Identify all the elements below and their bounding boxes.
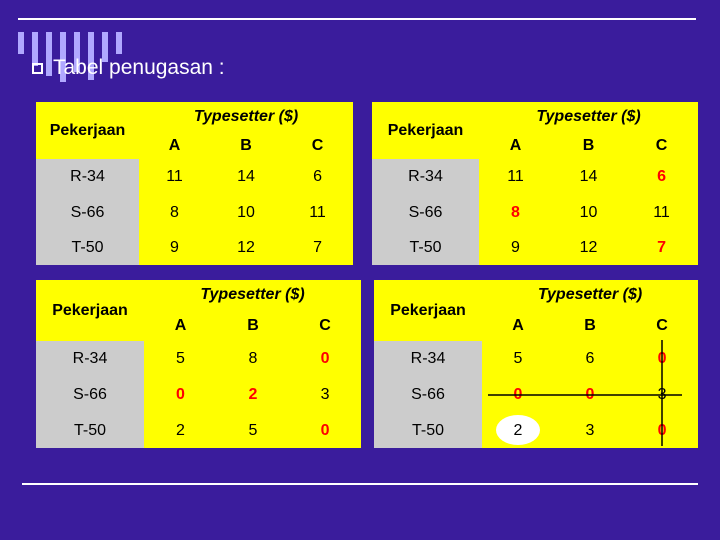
- row-label: T-50: [374, 413, 482, 448]
- col-header: C: [625, 132, 698, 159]
- cell-highlighted: 0: [289, 341, 361, 377]
- cell-crossed: 0: [482, 377, 554, 413]
- cell: 14: [552, 159, 625, 195]
- title-text: Tabel penugasan :: [53, 56, 225, 79]
- row-label: S-66: [374, 377, 482, 413]
- cell: 10: [210, 195, 282, 230]
- row-label: R-34: [374, 341, 482, 377]
- cell: 9: [479, 230, 552, 265]
- table-row: [36, 159, 353, 195]
- col-header: A: [139, 132, 210, 159]
- cell: 7: [282, 230, 353, 265]
- table-row: [36, 377, 361, 413]
- assignment-table-2: [372, 102, 698, 265]
- col-header: B: [210, 132, 282, 159]
- assignment-table-1: [36, 102, 353, 265]
- row-label: S-66: [36, 195, 139, 230]
- row-header: Pekerjaan: [372, 102, 479, 159]
- cell: 8: [217, 341, 289, 377]
- cell: 10: [552, 195, 625, 230]
- cell: 8: [139, 195, 210, 230]
- row-header: Pekerjaan: [36, 280, 144, 341]
- cell: 6: [554, 341, 626, 377]
- row-label: T-50: [36, 230, 139, 265]
- assignment-table-3: [36, 280, 361, 448]
- col-header: B: [554, 310, 626, 341]
- cell: 11: [139, 159, 210, 195]
- row-label: R-34: [372, 159, 479, 195]
- table-row: [36, 195, 353, 230]
- table-row: [36, 341, 361, 377]
- cell: 3: [554, 413, 626, 448]
- bottom-rule: [22, 483, 698, 485]
- row-label: S-66: [36, 377, 144, 413]
- table-row: [372, 195, 698, 230]
- cell-highlighted: 0: [144, 377, 217, 413]
- group-header: Typesetter ($): [144, 280, 361, 310]
- col-header: C: [282, 132, 353, 159]
- row-label: T-50: [372, 230, 479, 265]
- cell: 14: [210, 159, 282, 195]
- col-header: A: [479, 132, 552, 159]
- cell-crossed: 0: [626, 413, 698, 448]
- cell-highlighted: 7: [625, 230, 698, 265]
- cell: 11: [282, 195, 353, 230]
- cell: 11: [625, 195, 698, 230]
- slide-title: [32, 56, 225, 80]
- col-header: A: [482, 310, 554, 341]
- group-header: Typesetter ($): [139, 102, 353, 132]
- cell: 11: [479, 159, 552, 195]
- cell-crossed: 0: [554, 377, 626, 413]
- cell: 2: [144, 413, 217, 448]
- cell-crossed: [626, 341, 698, 377]
- col-header: B: [552, 132, 625, 159]
- row-header: Pekerjaan: [36, 102, 139, 159]
- table-row: [36, 230, 353, 265]
- row-header: Pekerjaan: [374, 280, 482, 341]
- cell-circled: [482, 413, 554, 448]
- cell-crossed: 3: [626, 377, 698, 413]
- group-header: Typesetter ($): [479, 102, 698, 132]
- row-label: R-34: [36, 341, 144, 377]
- cell-highlighted: 6: [625, 159, 698, 195]
- col-header: A: [144, 310, 217, 341]
- cell-highlighted: 2: [217, 377, 289, 413]
- group-header: Typesetter ($): [482, 280, 698, 310]
- table-row: [374, 413, 698, 448]
- cell-value: 0: [657, 350, 667, 367]
- col-header: B: [217, 310, 289, 341]
- table-row: [372, 230, 698, 265]
- col-header: C: [289, 310, 361, 341]
- table-row: [372, 159, 698, 195]
- cell: 12: [210, 230, 282, 265]
- table-row: [374, 377, 698, 413]
- cell: 6: [282, 159, 353, 195]
- cell-highlighted: 8: [479, 195, 552, 230]
- cell: 5: [144, 341, 217, 377]
- cell: 3: [289, 377, 361, 413]
- cell: 9: [139, 230, 210, 265]
- assignment-table-4: [374, 280, 698, 448]
- cell-highlighted: 0: [289, 413, 361, 448]
- row-label: R-34: [36, 159, 139, 195]
- table-row: [374, 341, 698, 377]
- checkbox-bullet-icon: [32, 63, 43, 74]
- cell: 5: [482, 341, 554, 377]
- cell: 5: [217, 413, 289, 448]
- cell: 12: [552, 230, 625, 265]
- cell-value: 2: [513, 421, 523, 439]
- top-rule: [18, 18, 696, 20]
- row-label: T-50: [36, 413, 144, 448]
- table-row: [36, 413, 361, 448]
- col-header: C: [626, 310, 698, 341]
- row-label: S-66: [372, 195, 479, 230]
